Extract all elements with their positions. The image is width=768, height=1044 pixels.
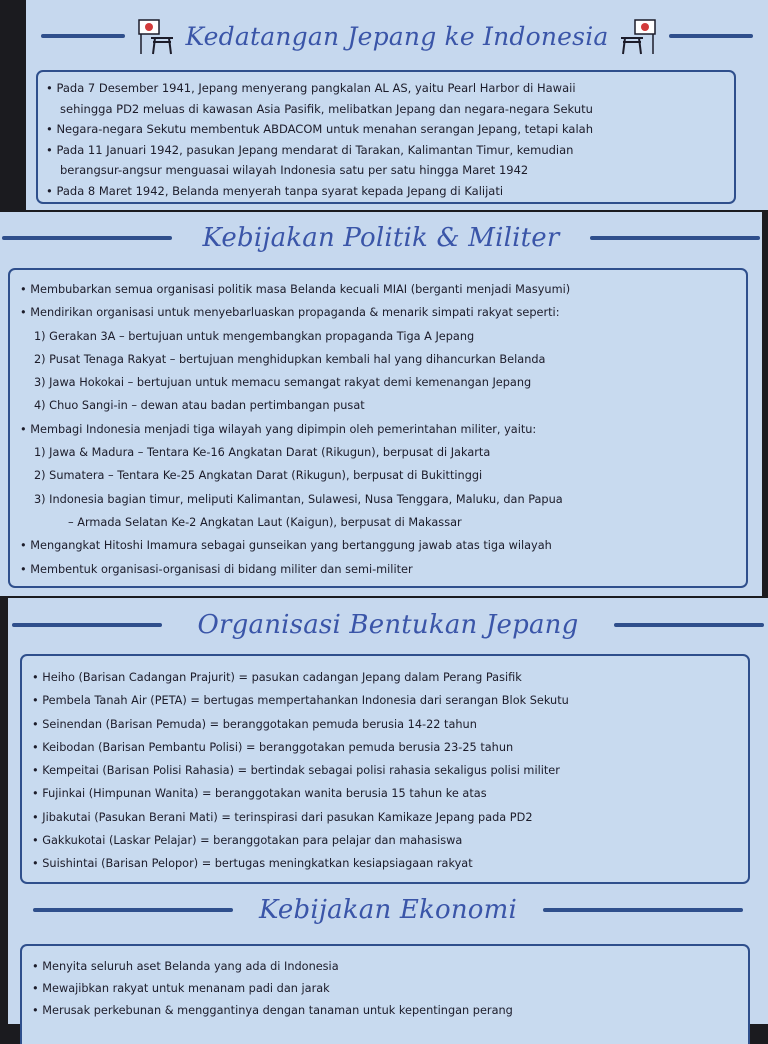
header-organisasi [8, 600, 768, 650]
list-item: • Pembela Tanah Air (PETA) = bertugas mempertahankan Indonesia dari serangan Blok Sekutu [32, 694, 569, 708]
list-item: • Membentuk organisasi-organisasi di bidang militer dan semi-militer [20, 562, 413, 576]
header-rule-right [669, 34, 753, 38]
list-item: • Negara-negara Sekutu membentuk ABDACOM untuk menahan serangan Jepang, tetapi kalah [46, 122, 593, 137]
list-item: • Pada 8 Maret 1942, Belanda menyerah tanpa syarat kepada Jepang di Kalijati [46, 183, 504, 198]
sub-list-item: 2) Sumatera – Tentara Ke-25 Angkatan Darat (Rikugun), berpusat di Bukittinggi [34, 469, 483, 483]
list-item: • Jibakutai (Pasukan Berani Mati) = terinspirasi dari pasukan Kamikaze Jepang pada PD2 [32, 810, 533, 824]
list-item: • Suishintai (Barisan Pelopor) = bertugas meningkatkan kesiapsiagaan rakyat [32, 857, 473, 871]
header-ekonomi [8, 888, 768, 932]
list-item-continued: berangsur-angsur menguasai wilayah Indonesia satu per satu hingga Maret 1942 [60, 163, 529, 178]
section-title-politik: Kebijakan Politik & Militer [202, 223, 560, 253]
list-item: • Mendirikan organisasi untuk menyebarluaskan propaganda & menarik simpati rakyat seperti: [20, 306, 560, 320]
list-item: • Pada 7 Desember 1941, Jepang menyerang pangkalan AL AS, yaitu Pearl Harbor di Hawaii [46, 81, 576, 95]
header-rule-left [2, 236, 172, 240]
sub-list-item: 3) Indonesia bagian timur, meliputi Kalimantan, Sulawesi, Nusa Tenggara, Maluku, dan Papua [34, 492, 563, 506]
list-item: • Pada 11 Januari 1942, pasukan Jepang mendarat di Tarakan, Kalimantan Timur, kemudian [46, 142, 574, 157]
sub-list-item: 1) Gerakan 3A – bertujuan untuk mengembangkan propaganda Tiga A Jepang [34, 329, 475, 343]
header-rule-right [614, 623, 764, 627]
list-item: • Menyita seluruh aset Belanda yang ada di Indonesia [32, 960, 339, 973]
section-title-kedatangan: Kedatangan Jepang ke Indonesia [185, 21, 609, 51]
header-rule-left [41, 34, 125, 38]
sub-list-item: 4) Chuo Sangi-in – dewan atau badan pertimbangan pusat [34, 399, 365, 413]
list-item-continued: sehingga PD2 meluas di kawasan Asia Pasifik, melibatkan Jepang dan negara-negara Sekutu [60, 101, 593, 116]
list-item: • Mengangkat Hitoshi Imamura sebagai gunseikan yang bertanggung jawab atas tiga wilayah [20, 539, 552, 553]
header-rule-right [590, 236, 760, 240]
list-item: • Kempeitai (Barisan Polisi Rahasia) = bertindak sebagai polisi rahasia sekaligus polisi militer [32, 764, 560, 778]
content-box-politik [8, 268, 748, 588]
section-title-ekonomi: Kebijakan Ekonomi [258, 895, 518, 925]
list-item: • Fujinkai (Himpunan Wanita) = beranggotakan wanita berusia 15 tahun ke atas [32, 787, 487, 801]
section-title-organisasi: Organisasi Bentukan Jepang [197, 610, 579, 640]
list-item: • Heiho (Barisan Cadangan Prajurit) = pasukan cadangan Jepang dalam Perang Pasifik [32, 671, 522, 684]
japan-flag-torii-icon [617, 16, 657, 56]
header-rule-right [543, 908, 743, 912]
panel-organisasi-ekonomi [8, 598, 768, 1024]
list-item: • Merusak perkebunan & menggantinya dengan tanaman untuk kepentingan perang [32, 1004, 513, 1017]
list-item: • Seinendan (Barisan Pemuda) = beranggotakan pemuda berusia 14-22 tahun [32, 717, 477, 731]
list-item: • Membagi Indonesia menjadi tiga wilayah yang dipimpin oleh pemerintahan militer, yaitu: [20, 422, 537, 436]
content-box-kedatangan [36, 70, 736, 204]
japan-flag-torii-icon [137, 16, 177, 56]
header-rule-left [12, 623, 162, 627]
list-item: • Mewajibkan rakyat untuk menanam padi dan jarak [32, 982, 330, 995]
header-rule-left [33, 908, 233, 912]
header-politik [0, 216, 762, 260]
list-item: • Membubarkan semua organisasi politik masa Belanda kecuali MIAI (berganti menjadi Masyumi) [20, 283, 571, 296]
sub-list-item: 3) Jawa Hokokai – bertujuan untuk memacu semangat rakyat demi kemenangan Jepang [34, 376, 532, 390]
content-box-ekonomi [20, 944, 750, 1044]
list-item: • Gakkukotai (Laskar Pelajar) = beranggotakan para pelajar dan mahasiswa [32, 834, 463, 848]
panel-kedatangan [26, 0, 768, 210]
sub-list-item: 2) Pusat Tenaga Rakyat – bertujuan menghidupkan kembali hal yang dihancurkan Belanda [34, 352, 546, 366]
sub-list-item: 1) Jawa & Madura – Tentara Ke-16 Angkatan Darat (Rikugun), berpusat di Jakarta [34, 446, 491, 460]
sub-list-item-continued: – Armada Selatan Ke-2 Angkatan Laut (Kaigun), berpusat di Makassar [68, 515, 462, 529]
header-kedatangan [26, 14, 768, 58]
content-box-organisasi [20, 654, 750, 884]
list-item: • Keibodan (Barisan Pembantu Polisi) = beranggotakan pemuda berusia 23-25 tahun [32, 740, 514, 754]
panel-politik-militer [0, 212, 762, 596]
